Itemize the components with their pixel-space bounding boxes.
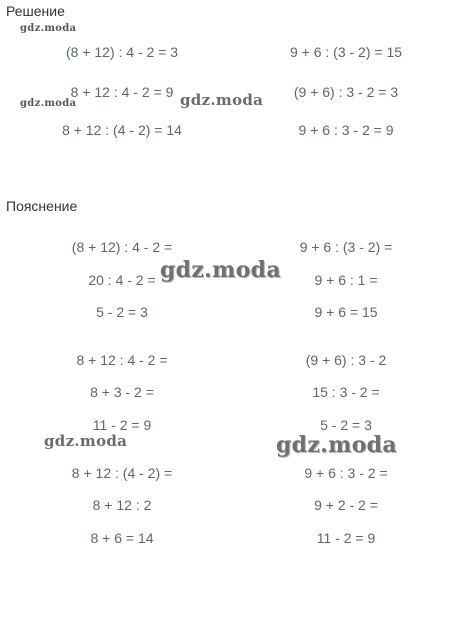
watermark: gdz.moda <box>276 432 397 458</box>
solution-right-1: 9 + 6 : (3 - 2) = 15 <box>289 44 403 60</box>
expl-b2-left-3: 11 - 2 = 9 <box>92 417 152 433</box>
watermark: gdz.moda <box>20 98 77 109</box>
explanation-heading: Пояснение <box>6 198 78 214</box>
expl-b2-left-1: 8 + 12 : 4 - 2 = <box>76 352 168 368</box>
watermark: gdz.moda <box>20 23 77 34</box>
solution-heading: Решение <box>6 3 65 19</box>
solution-left-2: 8 + 12 : 4 - 2 = 9 <box>70 84 174 100</box>
expl-b1-right-1: 9 + 6 : (3 - 2) = <box>299 239 393 255</box>
expl-b1-left-1: (8 + 12) : 4 - 2 = <box>71 239 173 255</box>
watermark: gdz.moda <box>44 432 128 450</box>
expl-b3-right-2: 9 + 2 - 2 = <box>314 497 378 513</box>
solution-right-2: (9 + 6) : 3 - 2 = 3 <box>293 84 399 100</box>
expl-b2-left-2: 8 + 3 - 2 = <box>90 384 154 400</box>
expl-b3-left-1: 8 + 12 : (4 - 2) = <box>71 465 173 481</box>
expl-b2-right-2: 15 : 3 - 2 = <box>312 384 380 400</box>
expl-b3-right-1: 9 + 6 : 3 - 2 = <box>304 465 388 481</box>
expl-b3-right-3: 11 - 2 = 9 <box>316 530 376 546</box>
expl-b3-left-2: 8 + 12 : 2 <box>92 497 152 513</box>
expl-b2-right-1: (9 + 6) : 3 - 2 <box>305 352 387 368</box>
solution-left-1: (8 + 12) : 4 - 2 = 3 <box>65 44 179 60</box>
watermark: gdz.moda <box>160 257 281 283</box>
expl-b1-right-2: 9 + 6 : 1 = <box>314 272 378 288</box>
solution-right-3: 9 + 6 : 3 - 2 = 9 <box>298 122 394 138</box>
expl-b2-right-3: 5 - 2 = 3 <box>320 417 372 433</box>
expl-b1-left-3: 5 - 2 = 3 <box>96 304 148 320</box>
expl-b3-left-3: 8 + 6 = 14 <box>90 530 154 546</box>
expl-b1-right-3: 9 + 6 = 15 <box>314 304 378 320</box>
expl-b1-left-2: 20 : 4 - 2 = <box>88 272 156 288</box>
watermark: gdz.moda <box>180 91 264 109</box>
solution-left-3: 8 + 12 : (4 - 2) = 14 <box>62 122 182 138</box>
